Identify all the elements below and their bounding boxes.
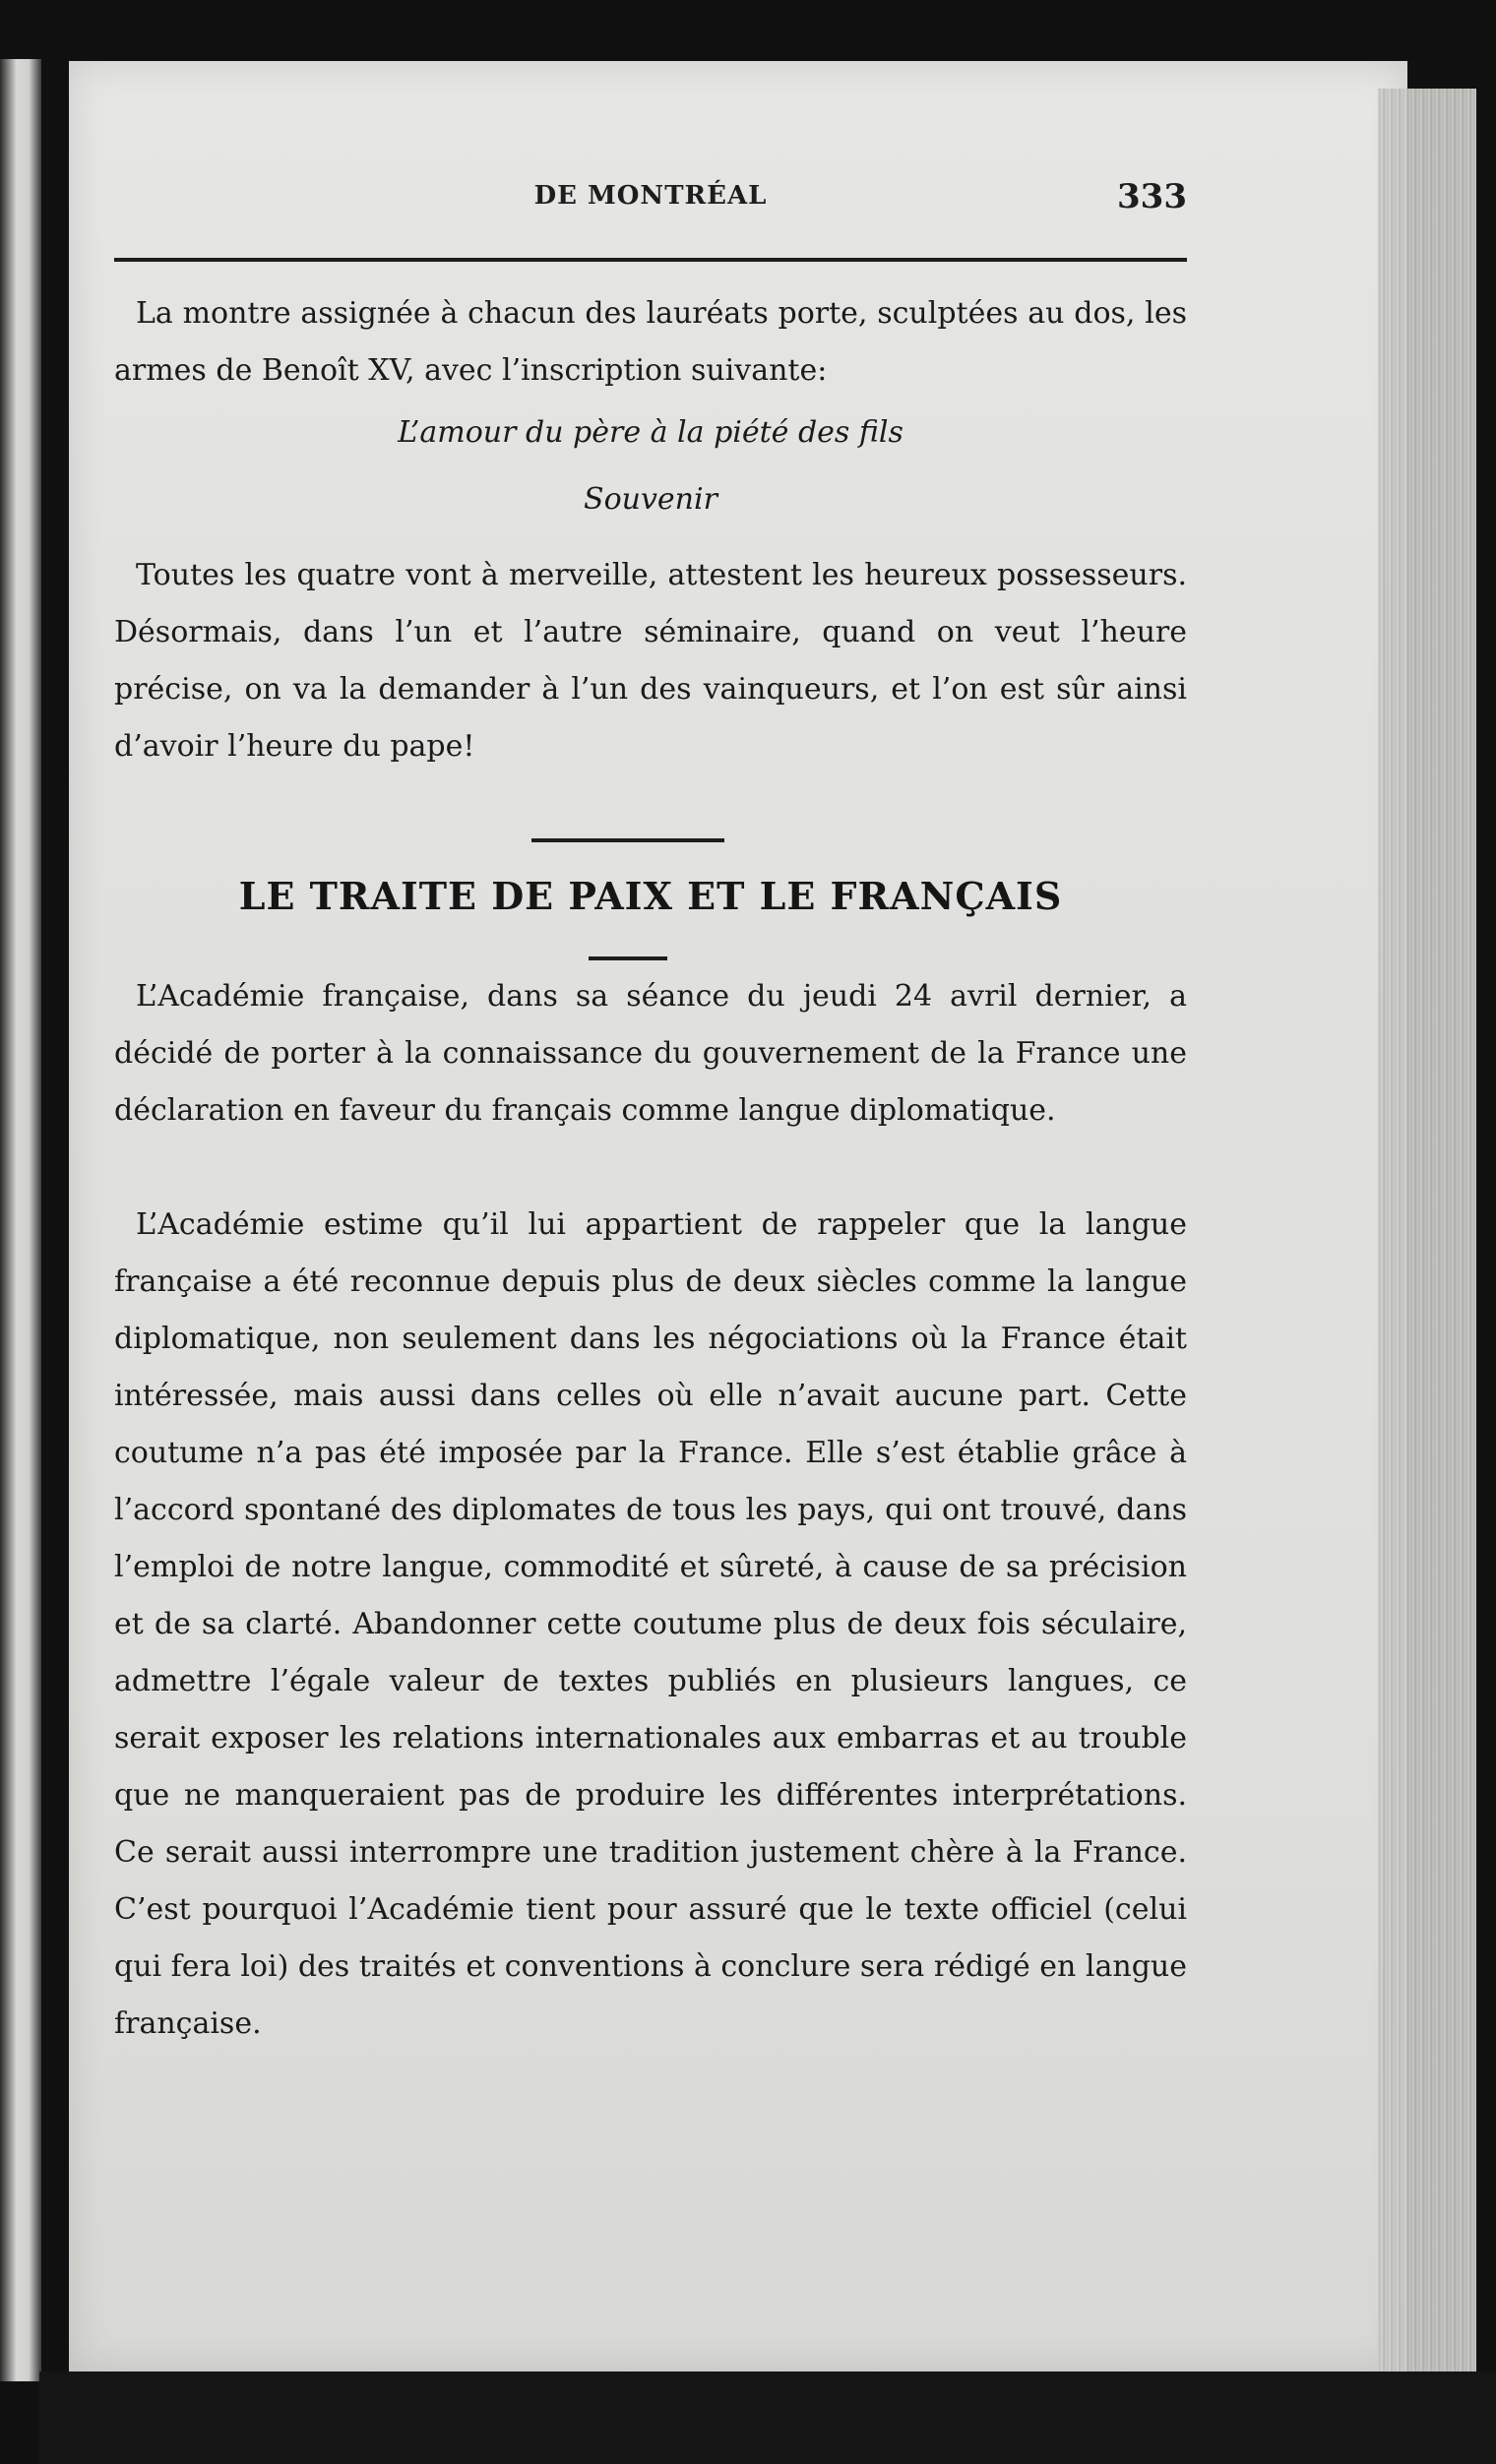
- facing-page-edge: [0, 59, 41, 2381]
- page-stack-edge: [1378, 89, 1476, 2401]
- section-title: LE TRAITE DE PAIX ET LE FRANÇAIS: [238, 874, 1063, 918]
- section-divider: [531, 838, 724, 842]
- paragraph-text: L’Académie estime qu’il lui appartient de rappeler que la langue française a été reconnue depuis plus de deux siècles comme la langue diplomatique, non seulement dans les négociations où la France était intéressée, mais aussi dans celles où elle n’avait aucune part. Cette coutume n’a pas été imposée par la France. Elle s’est établie grâce à l’accord spontané des diplomates de tous les pays, qui ont trouvé, dans l’emploi de notre langue, commodité et sûreté, à cause de sa précision et de sa clarté. Abandonner cette coutume plus de deux fois séculaire, admettre l’égale valeur de textes publiés en plusieurs langues, ce serait exposer les relations internationales aux embarras et au trouble que ne manqueraient pas de produire les différentes interprétations. Ce serait aussi interrompre une tradition justement chère à la France. C’est pourquoi l’Académie tient pour assuré que le texte officiel (celui qui fera loi) des traités et conventions à conclure sera rédigé en langue française.: [114, 1207, 1187, 2041]
- scanner-shadow: [39, 2372, 1496, 2464]
- paragraph-academie-decision: [114, 968, 1187, 1140]
- motto-line-1: L’amour du père à la piété des fils: [398, 415, 904, 450]
- paragraph-text: Toutes les quatre vont à merveille, attestent les heureux possesseurs. Désormais, dans l’un et l’autre séminaire, quand on veut l’heure précise, on va la demander à l’un des vainqueurs, et l’on est sûr ainsi d’avoir l’heure du pape!: [114, 558, 1187, 764]
- motto-line-2: Souvenir: [584, 482, 717, 517]
- running-head: [114, 175, 1187, 234]
- running-title: DE MONTRÉAL: [533, 181, 768, 211]
- paragraph-watches-work: [114, 547, 1187, 775]
- page-number: 333: [1117, 177, 1187, 216]
- paragraph-watch-inscription: [114, 285, 1187, 400]
- paragraph-academie-position: [114, 1197, 1187, 2053]
- paragraph-text: La montre assignée à chacun des lauréats porte, sculptées au dos, les armes de Benoît XV, avec l’inscription suivante:: [114, 296, 1187, 388]
- paragraph-text: L’Académie française, dans sa séance du jeudi 24 avril dernier, a décidé de porter à la connaissance du gouvernement de la France une déclaration en faveur du français comme langue diplomatique.: [114, 979, 1187, 1128]
- header-rule: [114, 258, 1187, 262]
- title-underline: [589, 956, 667, 960]
